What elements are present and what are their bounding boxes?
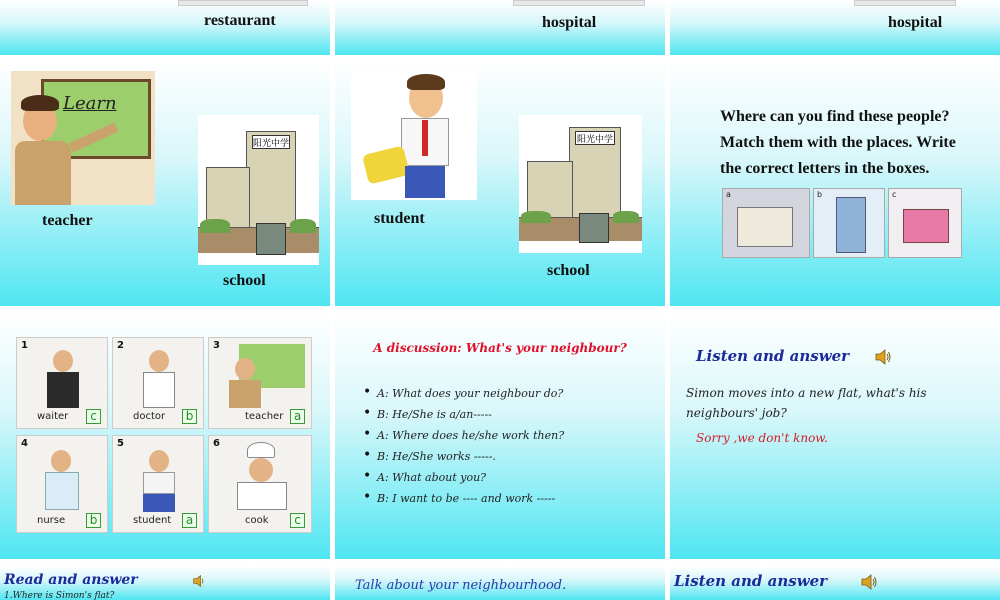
- slide-jobs-grid[interactable]: [0, 313, 330, 559]
- person-icon: [149, 450, 169, 472]
- answer-box[interactable]: a: [182, 513, 197, 528]
- school-gate: [579, 213, 609, 243]
- place-image-a: [722, 188, 810, 258]
- job-number: 6: [213, 438, 220, 449]
- place-letter: c: [892, 190, 897, 199]
- student-tie: [422, 120, 428, 156]
- school-label: school: [223, 272, 266, 289]
- bush: [200, 219, 230, 233]
- building-icon: [903, 209, 949, 243]
- building-icon: [737, 207, 793, 247]
- answer-box[interactable]: b: [182, 409, 197, 424]
- discussion-title: A discussion: What's your neighbour?: [373, 341, 627, 355]
- job-card: [16, 337, 108, 429]
- restaurant-label: restaurant: [204, 12, 276, 29]
- slide-match-question[interactable]: [670, 60, 1000, 306]
- school-gate: [256, 223, 286, 255]
- person-icon: [235, 358, 255, 380]
- student-hair: [407, 74, 445, 90]
- job-word: doctor: [133, 411, 166, 422]
- slide-hospital[interactable]: [335, 0, 665, 55]
- read-question: 1.Where is Simon's flat?: [4, 591, 115, 600]
- person-icon: [51, 450, 71, 472]
- listen-title: Listen and answer: [696, 347, 850, 365]
- student-image: [351, 68, 477, 200]
- job-card: [208, 337, 312, 429]
- listen-answer: Sorry ,we don't know.: [696, 431, 828, 445]
- person-icon: [53, 350, 73, 372]
- doctor-coat: [143, 372, 175, 408]
- teacher-body: [229, 380, 261, 408]
- match-question: Where can you find these people? Match them with the places. Write the correct letters in the boxes.: [720, 108, 956, 177]
- job-word: student: [133, 515, 172, 526]
- job-card: [16, 435, 108, 533]
- speaker-icon[interactable]: [874, 348, 892, 366]
- hospital-label: hospital: [542, 14, 597, 31]
- bush: [613, 211, 639, 223]
- discussion-list: [363, 387, 564, 513]
- speaker-icon[interactable]: [192, 574, 206, 588]
- job-number: 1: [21, 340, 28, 351]
- teacher-image: [11, 71, 155, 205]
- student-trousers: [405, 166, 445, 198]
- discussion-line: • A: What about you?: [363, 471, 564, 492]
- job-word: teacher: [245, 411, 284, 422]
- slide-discussion[interactable]: [335, 313, 665, 559]
- bush: [521, 211, 551, 223]
- job-card: [208, 435, 312, 533]
- waiter-suit: [47, 372, 79, 408]
- job-number: 3: [213, 340, 220, 351]
- chef-uniform: [237, 482, 287, 510]
- school-bag: [362, 145, 410, 184]
- slide-hospital-2[interactable]: [670, 0, 1000, 55]
- place-image-c: [888, 188, 962, 258]
- listen-question: Simon moves into a new flat, what's his neighbours' job?: [686, 386, 927, 420]
- talk-title: Talk about your neighbourhood.: [355, 578, 567, 593]
- slide-restaurant[interactable]: [0, 0, 330, 55]
- hospital-image: [513, 0, 645, 6]
- place-letter: b: [817, 190, 823, 199]
- listen-title: Listen and answer: [674, 572, 828, 590]
- slide-listen-answer[interactable]: [670, 313, 1000, 559]
- job-number: 2: [117, 340, 124, 351]
- person-icon: [149, 350, 169, 372]
- read-title: Read and answer: [4, 572, 138, 588]
- teacher-body: [15, 141, 71, 205]
- hospital-label-2: hospital: [888, 14, 943, 31]
- student-trousers: [143, 494, 175, 512]
- school-sign: 阳光中学: [575, 131, 615, 145]
- chef-hat: [247, 442, 275, 458]
- discussion-line: • A: What does your neighbour do?: [363, 387, 564, 408]
- student-shirt: [143, 472, 175, 494]
- job-number: 4: [21, 438, 28, 449]
- place-letter: a: [726, 190, 731, 199]
- restaurant-image: [178, 0, 308, 6]
- answer-box[interactable]: c: [290, 513, 305, 528]
- discussion-line: • B: I want to be ---- and work -----: [363, 492, 564, 513]
- slide-talk-about[interactable]: [335, 566, 665, 600]
- school-label: school: [547, 262, 590, 279]
- answer-box[interactable]: b: [86, 513, 101, 528]
- job-number: 5: [117, 438, 124, 449]
- job-word: nurse: [37, 515, 66, 526]
- school-image: [519, 115, 642, 253]
- building-icon: [836, 197, 866, 253]
- discussion-line: • B: He/She is a/an-----: [363, 408, 564, 429]
- student-label: student: [374, 210, 425, 227]
- job-card: [112, 337, 204, 429]
- place-image-b: [813, 188, 885, 258]
- bush: [290, 219, 316, 233]
- slide-teacher-school[interactable]: [0, 60, 330, 306]
- discussion-line: • B: He/She works -----.: [363, 450, 564, 471]
- job-word: cook: [245, 515, 269, 526]
- answer-box[interactable]: a: [290, 409, 305, 424]
- school-image: [198, 115, 319, 265]
- person-icon: [249, 458, 273, 482]
- teacher-label: teacher: [42, 212, 93, 229]
- teacher-hair: [21, 95, 59, 111]
- discussion-line: • A: Where does he/she work then?: [363, 429, 564, 450]
- speaker-icon[interactable]: [860, 573, 878, 591]
- nurse-uniform: [45, 472, 79, 510]
- answer-box[interactable]: c: [86, 409, 101, 424]
- hospital-image-2: [854, 0, 956, 6]
- job-card: [112, 435, 204, 533]
- slide-read-answer[interactable]: [0, 566, 330, 600]
- slide-student-school[interactable]: [335, 60, 665, 306]
- job-word: waiter: [37, 411, 69, 422]
- slide-listen-answer-2[interactable]: [670, 566, 1000, 600]
- school-sign: 阳光中学: [252, 135, 290, 149]
- board-word: Learn: [63, 93, 117, 114]
